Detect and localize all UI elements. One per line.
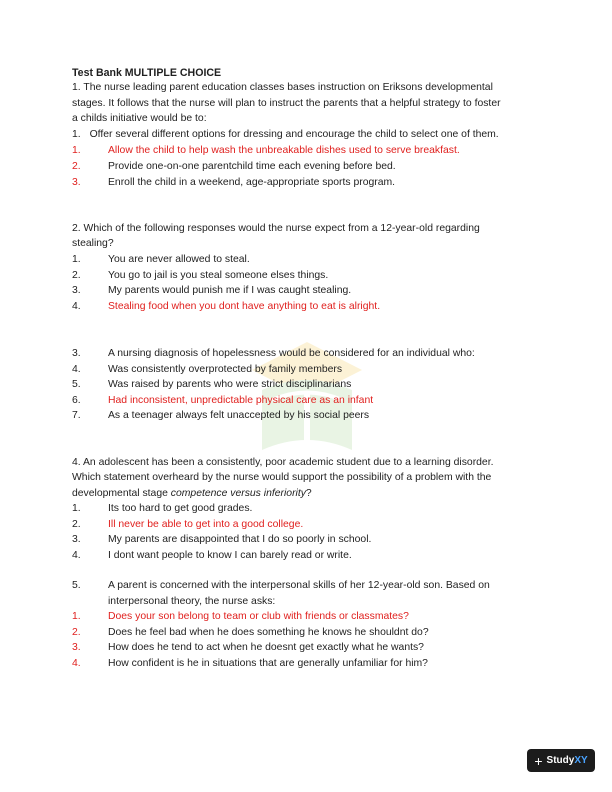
option-text: As a teenager always felt unaccepted by his social peers xyxy=(108,410,370,421)
stem-text: ? xyxy=(305,488,312,499)
option-number: 1. xyxy=(72,611,81,622)
option-number: 2. xyxy=(72,627,81,638)
stem-text: developmental stage xyxy=(72,488,171,499)
option-text: Enroll the child in a weekend, age-appropriate sports program. xyxy=(108,177,396,188)
question-1-stem-line-2: stages. It follows that the nurse will plan to instruct the parents that a helpful strategy to foster xyxy=(72,98,501,109)
option-number: 3. xyxy=(72,285,81,296)
option-number: 3. xyxy=(72,642,81,653)
option-text: Stealing food when you dont have anything to eat is alright. xyxy=(108,301,381,312)
option-number: 4. xyxy=(72,550,81,561)
stem-text: A parent is concerned with the interpersonal skills of her 12-year-old son. Based on xyxy=(108,580,490,591)
option-text: My parents would punish me if I was caught stealing. xyxy=(108,285,352,296)
option-text: How confident is he in situations that are generally unfamiliar for him? xyxy=(108,658,428,669)
option-number: 1. xyxy=(72,254,81,265)
option-number: 7. xyxy=(72,410,81,421)
question-number: 5. xyxy=(72,580,81,591)
option-number: 1. xyxy=(72,145,81,156)
option-number: 3. xyxy=(72,177,81,188)
option-text: Offer several different options for dressing and encourage the child to select one of them. xyxy=(89,129,499,140)
stem-italic-text: competence versus inferiority xyxy=(170,488,306,499)
option-number: 3. xyxy=(72,348,81,359)
option-number: 5. xyxy=(72,379,81,390)
plus-icon: + xyxy=(534,752,543,769)
question-1-stem-line-1: 1. The nurse leading parent education classes bases instruction on Eriksons developmental xyxy=(72,82,493,93)
option-text: Does your son belong to team or club with friends or classmates? xyxy=(108,611,409,622)
question-4-stem-line-2: Which statement overheard by the nurse would support the possibility of a problem with the xyxy=(72,472,492,483)
option-text: Was raised by parents who were strict disciplinarians xyxy=(108,379,352,390)
option-text: Provide one-on-one parentchild time each evening before bed. xyxy=(108,161,396,172)
option-text: I dont want people to know I can barely read or write. xyxy=(108,550,352,561)
option-text: Was consistently overprotected by family members xyxy=(108,364,343,375)
option-text: A nursing diagnosis of hopelessness would be considered for an individual who: xyxy=(108,348,475,359)
option-number: 2. xyxy=(72,519,81,530)
option-text: How does he tend to act when he doesnt get exactly what he wants? xyxy=(108,642,424,653)
studyxy-badge[interactable] xyxy=(527,749,595,772)
option-number: 1. xyxy=(72,503,81,514)
option-number: 2. xyxy=(72,270,81,281)
option-number: 4. xyxy=(72,301,81,312)
stem-text: interpersonal theory, the nurse asks: xyxy=(108,596,276,607)
question-2-stem-line-2: stealing? xyxy=(72,238,114,249)
page-title: Test Bank MULTIPLE CHOICE xyxy=(72,67,222,79)
option-text: Its too hard to get good grades. xyxy=(108,503,253,514)
question-4-stem-line-1: 4. An adolescent has been a consistently, poor academic student due to a learning disorder. xyxy=(72,457,494,468)
option-text: Ill never be able to get into a good college. xyxy=(108,519,304,530)
option-number: 4. xyxy=(72,658,81,669)
option-text: Does he feel bad when he does something he knows he shouldnt do? xyxy=(108,627,429,638)
option-text: Allow the child to help wash the unbreakable dishes used to serve breakfast. xyxy=(108,145,460,156)
question-2-stem-line-1: 2. Which of the following responses would the nurse expect from a 12-year-old regarding xyxy=(72,223,480,234)
option-number: 4. xyxy=(72,364,81,375)
option-text: You go to jail is you steal someone elses things. xyxy=(108,270,329,281)
option-text: You are never allowed to steal. xyxy=(108,254,250,265)
badge-label: StudyXY xyxy=(546,755,588,766)
option-text: My parents are disappointed that I do so poorly in school. xyxy=(108,534,372,545)
option-number: 2. xyxy=(72,161,81,172)
option-number: 6. xyxy=(72,395,81,406)
question-1-option-1 xyxy=(72,127,499,142)
option-number: 3. xyxy=(72,534,81,545)
option-text: Had inconsistent, unpredictable physical care as an infant xyxy=(108,395,374,406)
question-4-stem-line-3 xyxy=(72,486,312,501)
option-number: 1. xyxy=(72,129,81,140)
question-1-stem-line-3: a childs initiative would be to: xyxy=(72,113,207,124)
